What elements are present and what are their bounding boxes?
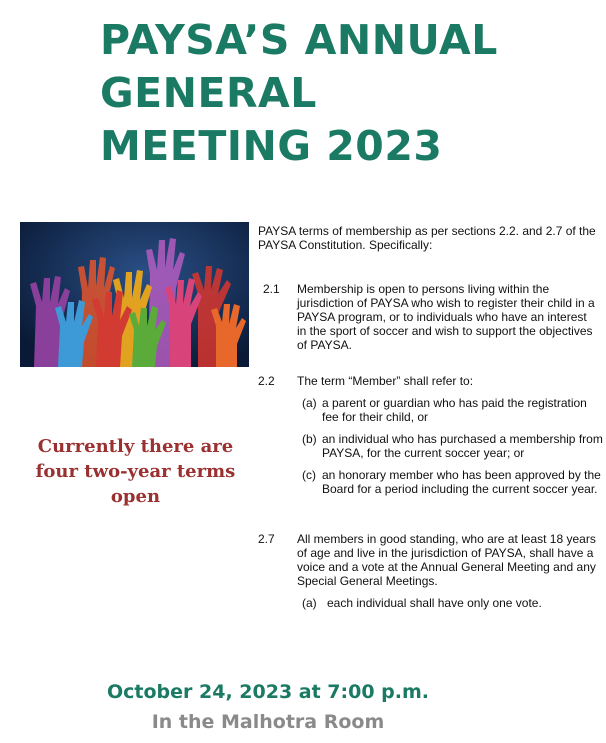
title-line-2: GENERAL [100, 69, 317, 117]
item-label: (a) [302, 396, 317, 410]
meeting-date: October 24, 2023 at 7:00 p.m. [106, 681, 430, 703]
callout-line-1: Currently there are [37, 436, 234, 457]
item-label: (a) [302, 596, 317, 610]
item-text: an honorary member who has been approved by the Board for a period including the current soccer year. [322, 468, 601, 496]
title-line-1: PAYSA’S ANNUAL [100, 16, 498, 64]
membership-terms [258, 224, 603, 610]
item-label: (b) [302, 432, 317, 446]
section-text: Membership is open to persons living within the jurisdiction of PAYSA who wish to register their child in a PAYSA program, or to individuals who have an interest in the sport of soccer and wish to support the objectives of PAYSA. [297, 282, 595, 352]
meeting-location: In the Malhotra Room [151, 711, 385, 733]
page-title [100, 14, 570, 173]
open-terms-callout [28, 434, 243, 509]
item-label: (c) [302, 468, 316, 482]
intro-paragraph: PAYSA terms of membership as per sections 2.2. and 2.7 of the PAYSA Constitution. Specifically: [258, 224, 596, 252]
section-number: 2.7 [258, 532, 275, 546]
callout-line-2: four two-year terms [35, 461, 236, 482]
section-text: The term “Member” shall refer to: [297, 374, 474, 388]
item-text: a parent or guardian who has paid the registration fee for their child, or [322, 396, 587, 424]
section-text: All members in good standing, who are at least 18 years of age and live in the jurisdiction of PAYSA, shall have a voice and a vote at the Annual General Meeting and any Special General Meetings. [297, 532, 596, 588]
raised-hands-icon [20, 222, 249, 367]
section-number: 2.2 [258, 374, 275, 388]
raised-hands-illustration [20, 222, 249, 367]
section-number: 2.1 [263, 282, 280, 296]
item-text: an individual who has purchased a membership from PAYSA, for the current soccer year; or [322, 432, 603, 460]
item-text: each individual shall have only one vote. [327, 596, 542, 610]
callout-line-3: open [110, 486, 161, 507]
title-line-3: MEETING 2023 [100, 122, 443, 170]
